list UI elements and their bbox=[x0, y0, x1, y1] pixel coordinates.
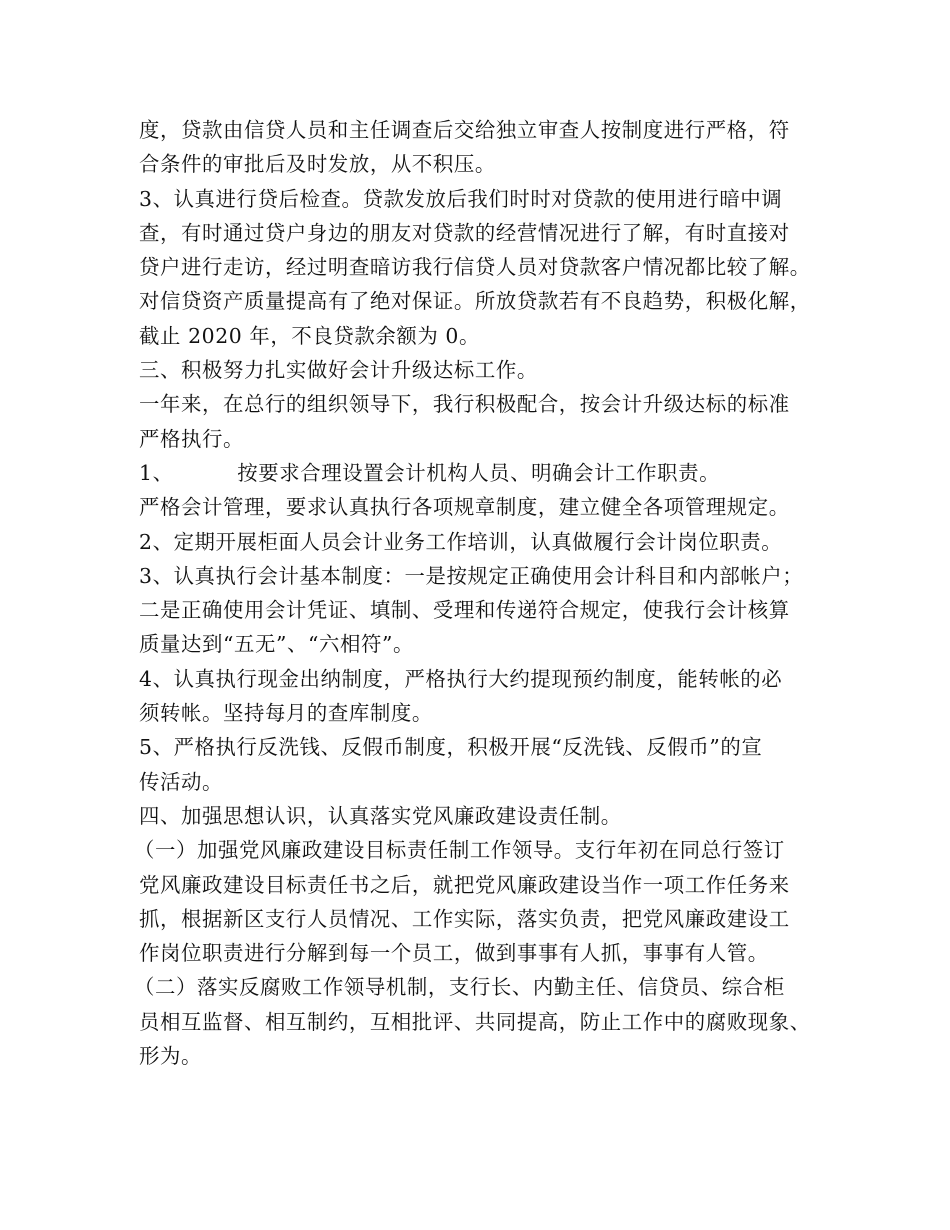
text-line: 党风廉政建设目标责任书之后，就把党风廉政建设当作一项工作任务来 bbox=[139, 872, 790, 897]
text-line: 严格执行。 bbox=[139, 426, 244, 451]
document-body bbox=[134, 113, 839, 1073]
text-line: 2、定期开展柜面人员会计业务工作培训，认真做履行会计岗位职责。 bbox=[139, 529, 783, 554]
text-line: 传活动。 bbox=[139, 769, 223, 794]
section-heading: 三、积极努力扎实做好会计升级达标工作。 bbox=[139, 358, 538, 383]
text-line: 形为。 bbox=[139, 1044, 202, 1069]
text-line: 对信贷资产质量提高有了绝对保证。所放贷款若有不良趋势，积极化解， bbox=[139, 289, 811, 314]
section-heading: 四、加强思想认识，认真落实党风廉政建设责任制。 bbox=[139, 803, 622, 828]
text-line: 3、认真进行贷后检查。贷款发放后我们时时对贷款的使用进行暗中调 bbox=[139, 186, 783, 211]
text-line: 查，有时通过贷户身边的朋友对贷款的经营情况进行了解，有时直接对 bbox=[139, 220, 790, 245]
text-line: 4、认真执行现金出纳制度，严格执行大约提现预约制度，能转帐的必 bbox=[139, 666, 783, 691]
text-line: 3、认真执行会计基本制度：一是按规定正确使用会计科目和内部帐户； bbox=[139, 563, 804, 588]
text-line: 须转帐。坚持每月的查库制度。 bbox=[139, 701, 433, 726]
text-line: 员相互监督、相互制约，互相批评、共同提高，防止工作中的腐败现象、 bbox=[139, 1009, 811, 1034]
text-line: （一）加强党风廉政建设目标责任制工作领导。支行年初在同总行签订 bbox=[134, 838, 785, 863]
text-line: 1、 按要求合理设置会计机构人员、明确会计工作职责。 bbox=[139, 460, 721, 485]
text-line: 合条件的审批后及时发放，从不积压。 bbox=[139, 152, 496, 177]
text-line: 作岗位职责进行分解到每一个员工，做到事事有人抓，事事有人管。 bbox=[139, 941, 769, 966]
text-line: 质量达到“五无”、“六相符”。 bbox=[139, 632, 414, 657]
text-line: 一年来，在总行的组织领导下，我行积极配合，按会计升级达标的标准 bbox=[139, 392, 790, 417]
text-line: （二）落实反腐败工作领导机制，支行长、内勤主任、信贷员、综合柜 bbox=[134, 975, 785, 1000]
text-line: 5、严格执行反洗钱、反假币制度，积极开展“反洗钱、反假币”的宣 bbox=[139, 735, 763, 760]
text-line: 截止 2020 年，不良贷款余额为 0。 bbox=[139, 323, 480, 348]
text-line: 度，贷款由信贷人员和主任调查后交给独立审查人按制度进行严格，符 bbox=[139, 118, 790, 142]
text-line: 抓，根据新区支行人员情况、工作实际，落实负责，把党风廉政建设工 bbox=[139, 906, 790, 931]
text-line: 贷户进行走访，经过明查暗访我行信贷人员对贷款客户情况都比较了解。 bbox=[139, 255, 811, 280]
text-line: 严格会计管理，要求认真执行各项规章制度，建立健全各项管理规定。 bbox=[139, 495, 790, 520]
text-line: 二是正确使用会计凭证、填制、受理和传递符合规定，使我行会计核算 bbox=[139, 598, 790, 623]
